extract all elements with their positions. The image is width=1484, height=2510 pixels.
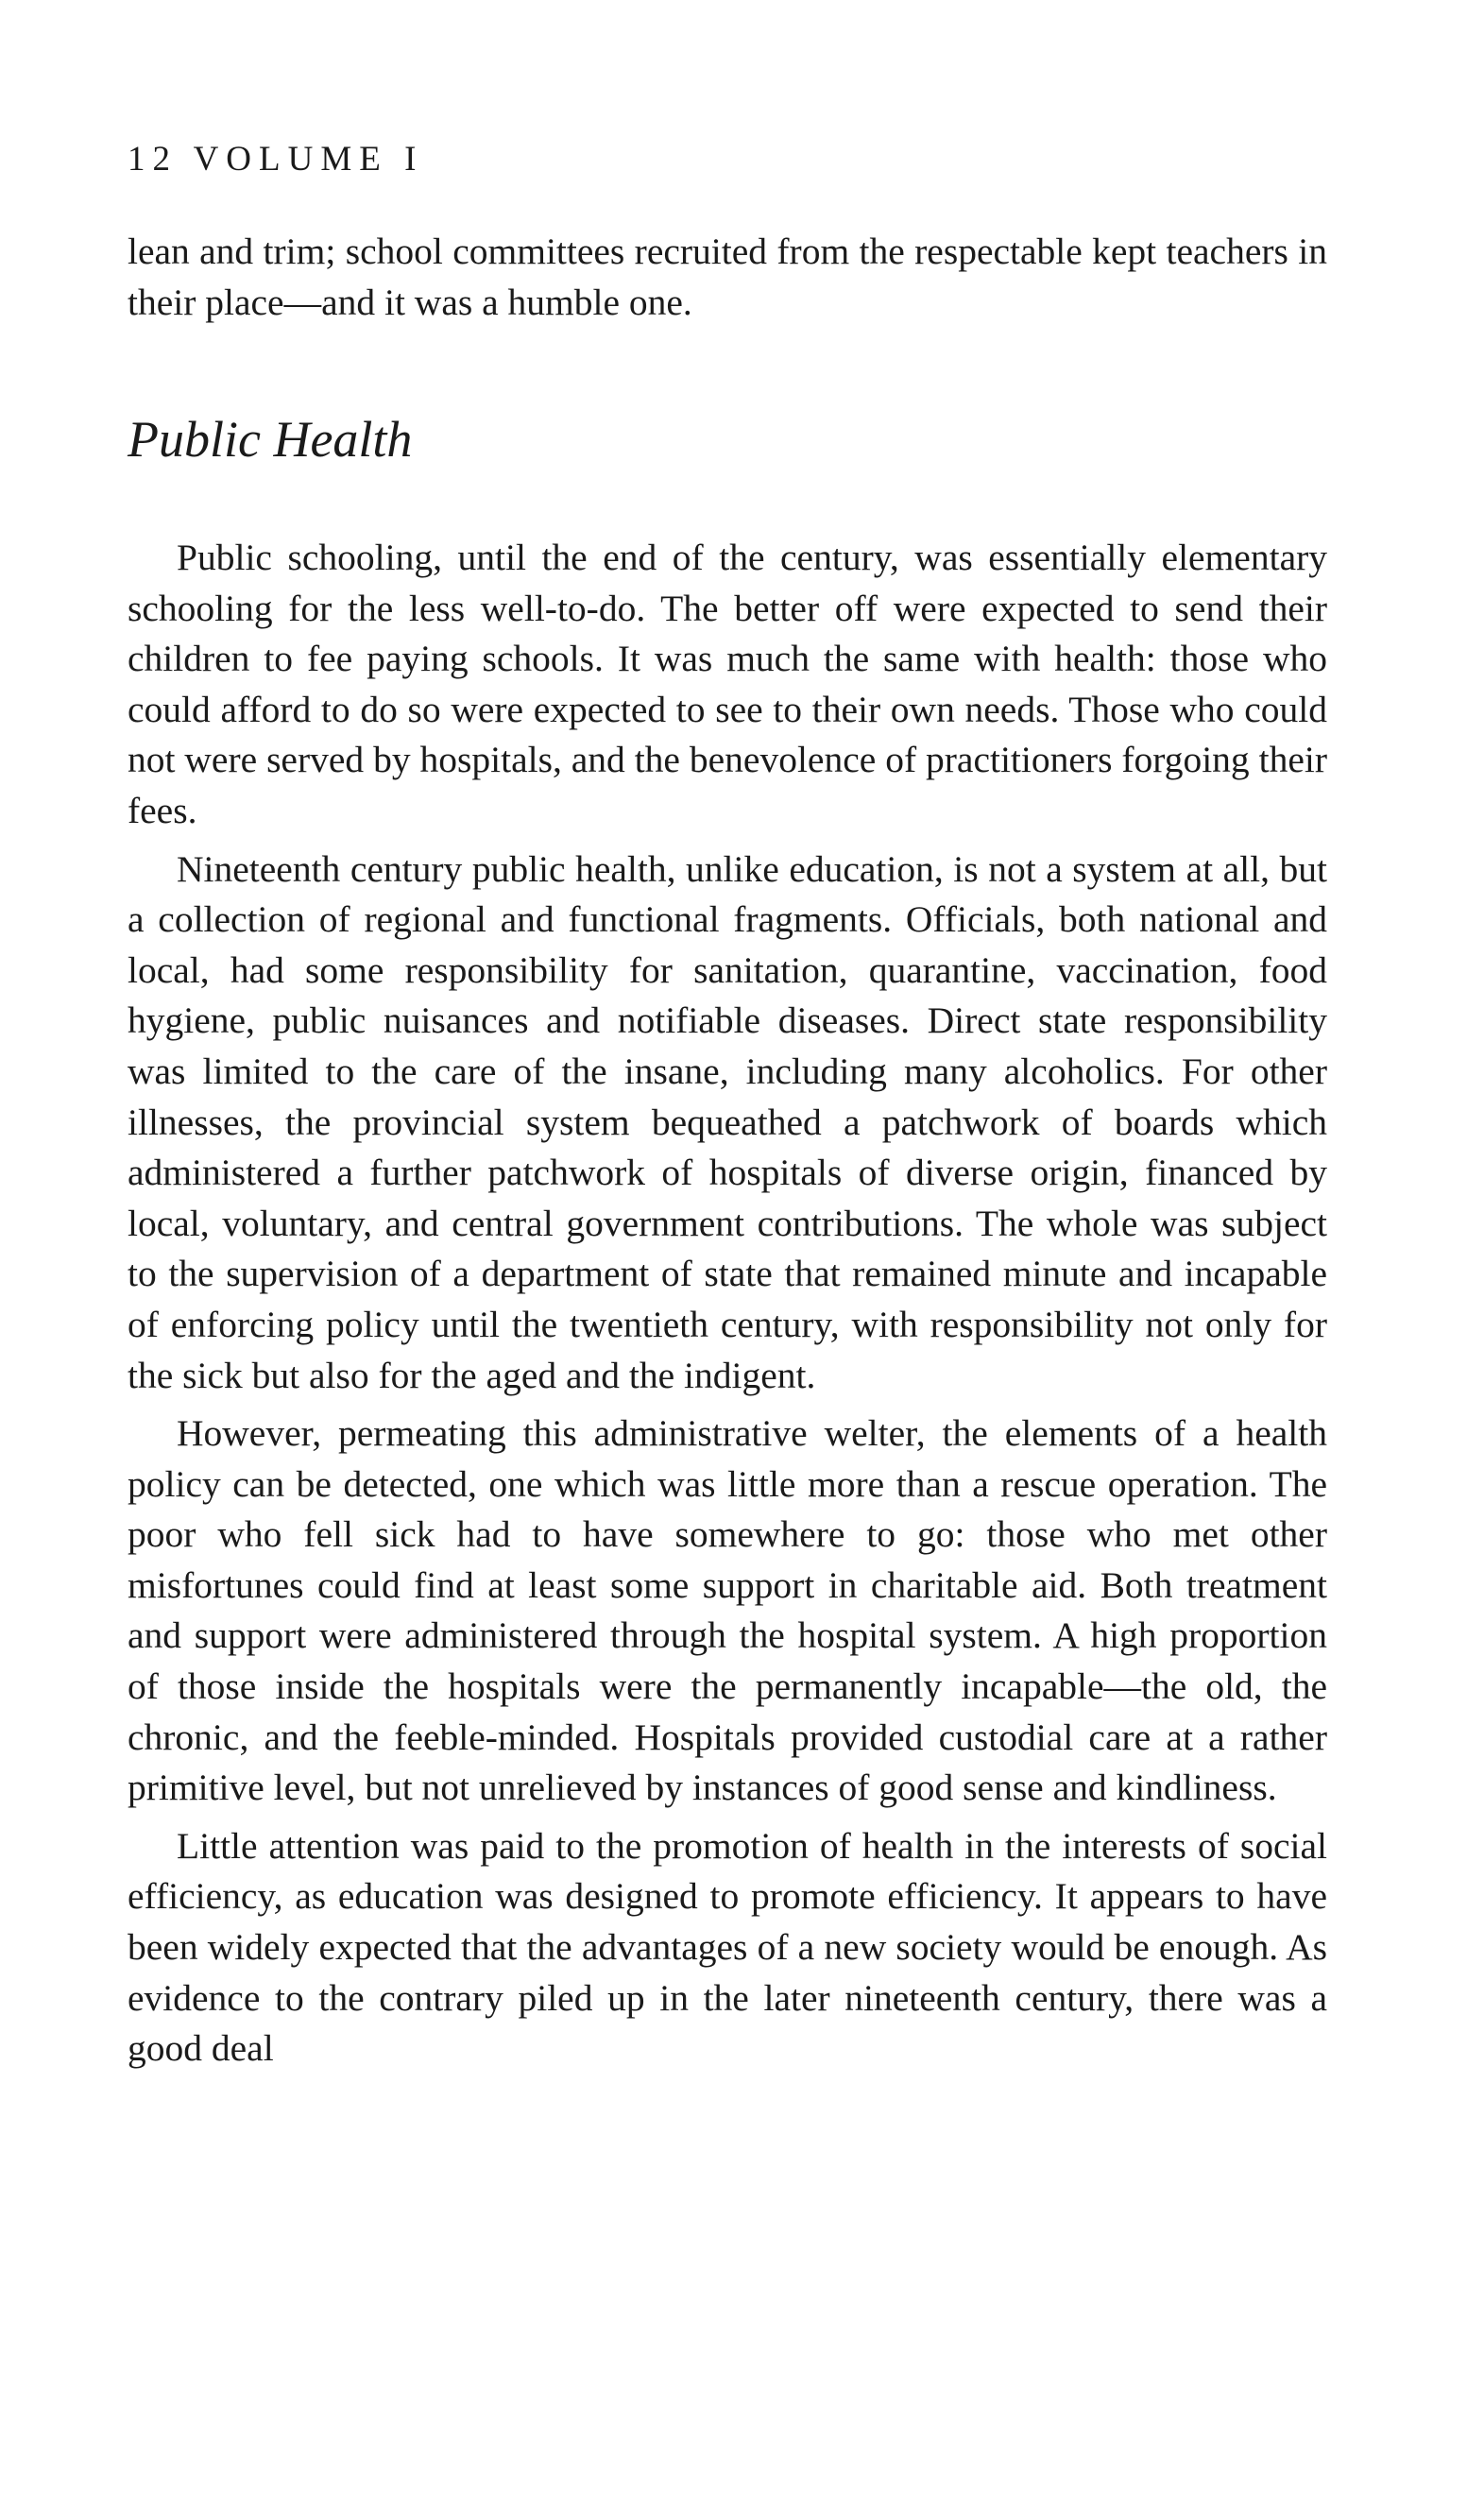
paragraph-2: Nineteenth century public health, unlike education, is not a system at all, but a collection of regional and functional fragments. Officials, both national and local, had some responsibility for sanitation, quarantine, vaccination, food hygiene, public nuisances and notifiable diseases. Direct state responsibility was limited to the care of the insane, including many alcoholics. For other illnesses, the provincial system bequeathed a patchwork of boards which administered a further patchwork of hospitals of diverse origin, financed by local, voluntary, and central government contributions. The whole was subject to the supervision of a department of state that remained minute and incapable of enforcing policy until the twentieth century, with responsibility not only for the sick but also for the aged and the indigent. bbox=[128, 847, 1327, 1396]
opening-text bbox=[128, 227, 1327, 328]
paragraph-4: Little attention was paid to the promotion of health in the interests of social efficiency, as education was designed to promote efficiency. It appears to have been widely expected that the advantages of a new society would be enough. As evidence to the contrary piled up in the later nineteenth century, there was a good deal bbox=[128, 1824, 1327, 2070]
paragraph-1: Public schooling, until the end of the century, was essentially elementary schooling for the less well-to-do. The better off were expected to send their children to fee paying schools. It was much the same with health: those who could afford to do so were expected to see to their own needs. Those who could not were served by hospitals, and the benevolence of practitioners forgoing their fees. bbox=[128, 537, 1327, 831]
section-title: Public Health bbox=[128, 411, 413, 468]
running-head: 12 VOLUME I bbox=[128, 140, 424, 179]
paragraph-3: However, permeating this administrative welter, the elements of a health policy can be detected, one which was little more than a rescue operation. The poor who fell sick had to have somewhere to go: those who met other misfortunes could find at least some support in charitable aid. Both treatment and support were administered through the hospital system. A high proportion of those inside the hospitals were the permanently incapable—the old, the chronic, and the feeble-minded. Hospitals provided custodial care at a rather primitive level, but not unrelieved by instances of good sense and kindliness. bbox=[128, 1412, 1327, 1809]
opening-paragraph: lean and trim; school committees recruited from the respectable kept teachers in their place—and it was a humble one. bbox=[128, 231, 1327, 323]
section-body bbox=[128, 533, 1327, 2082]
